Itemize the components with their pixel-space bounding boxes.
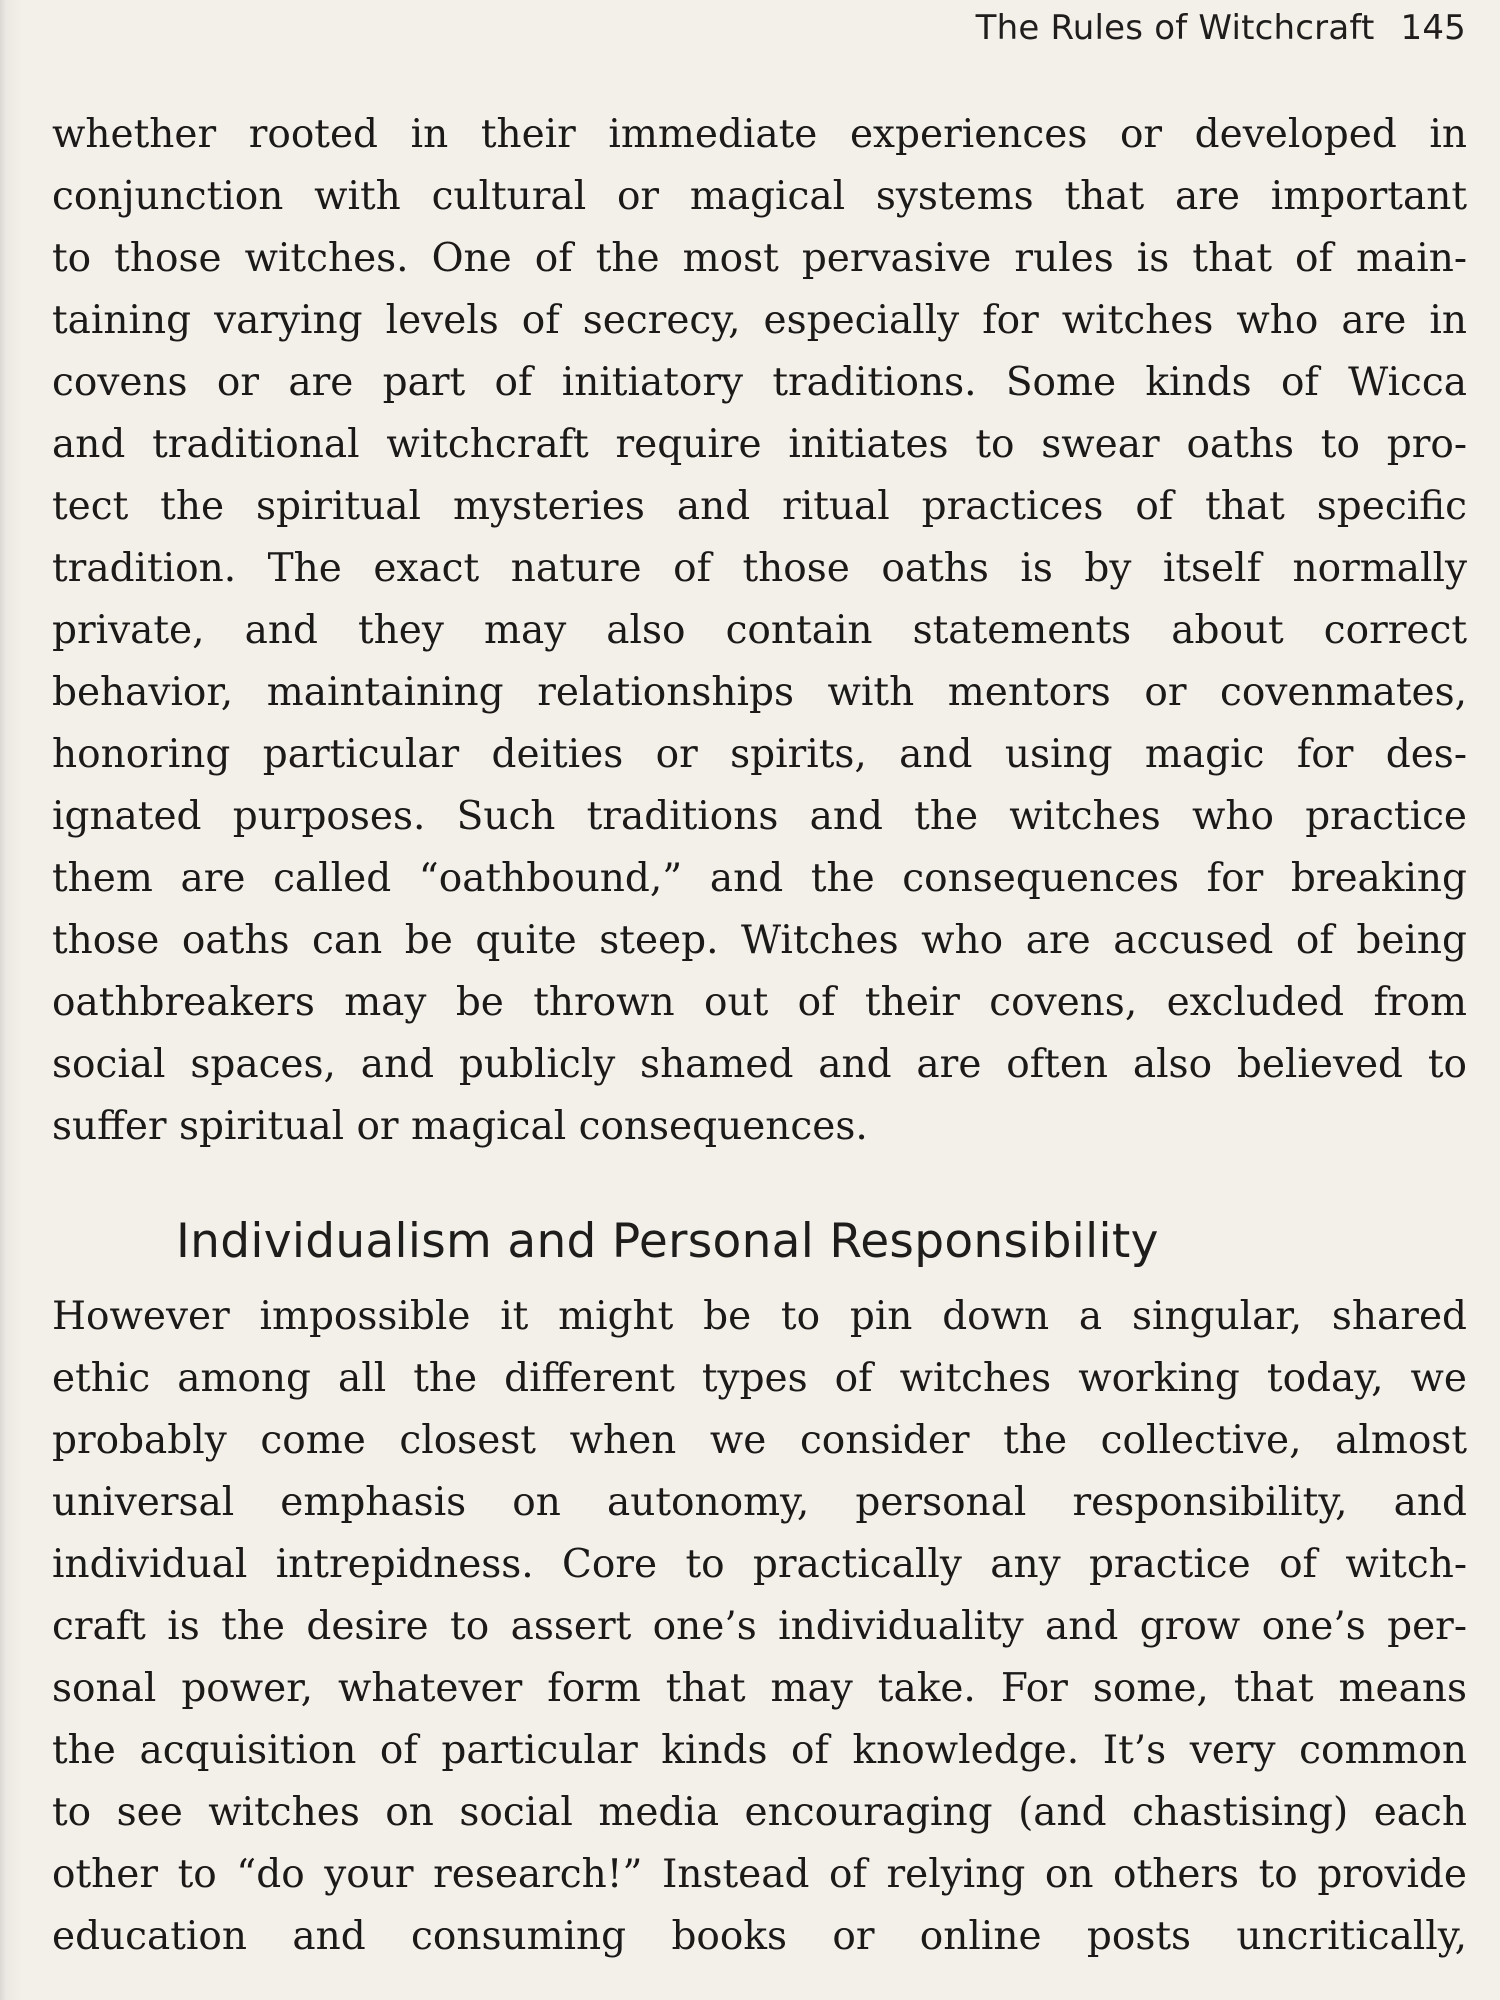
text-line: universal emphasis on autonomy, personal responsibility, and xyxy=(52,1480,1467,1525)
text-line: and traditional witchcraft require initiates to swear oaths to pro- xyxy=(52,422,1467,467)
text-line: education and consuming books or online posts uncritically, xyxy=(52,1914,1467,1959)
text-line: conjunction with cultural or magical systems that are important xyxy=(52,174,1467,219)
text-line: covens or are part of initiatory traditions. Some kinds of Wicca xyxy=(52,360,1467,405)
text-line: tect the spiritual mysteries and ritual practices of that specific xyxy=(52,484,1467,529)
text-line: whether rooted in their immediate experiences or developed in xyxy=(52,112,1467,157)
text-line: private, and they may also contain statements about correct xyxy=(52,608,1467,653)
text-line: them are called “oathbound,” and the consequences for breaking xyxy=(52,856,1467,901)
text-line: sonal power, whatever form that may take. For some, that means xyxy=(52,1666,1467,1711)
text-line: probably come closest when we consider the collective, almost xyxy=(52,1418,1467,1463)
text-line: social spaces, and publicly shamed and are often also believed to xyxy=(52,1042,1467,1087)
text-line: tradition. The exact nature of those oaths is by itself normally xyxy=(52,546,1467,591)
text-line: ignated purposes. Such traditions and the witches who practice xyxy=(52,794,1467,839)
text-line: those oaths can be quite steep. Witches who are accused of being xyxy=(52,918,1467,963)
section-heading: Individualism and Personal Responsibility xyxy=(176,1214,1159,1269)
text-line: behavior, maintaining relationships with mentors or covenmates, xyxy=(52,670,1467,715)
text-line: to those witches. One of the most pervasive rules is that of main- xyxy=(52,236,1467,281)
text-line: other to “do your research!” Instead of relying on others to provide xyxy=(52,1852,1467,1897)
running-head xyxy=(976,8,1466,48)
text-line: taining varying levels of secrecy, especially for witches who are in xyxy=(52,298,1467,343)
text-line: However impossible it might be to pin down a singular, shared xyxy=(52,1294,1467,1339)
running-head-title: The Rules of Witchcraft xyxy=(975,8,1375,48)
text-line: individual intrepidness. Core to practically any practice of witch- xyxy=(52,1542,1467,1587)
text-line: suffer spiritual or magical consequences. xyxy=(52,1104,868,1149)
text-line: the acquisition of particular kinds of knowledge. It’s very common xyxy=(52,1728,1467,1773)
page-number: 145 xyxy=(1400,8,1466,48)
text-line: honoring particular deities or spirits, and using magic for des- xyxy=(52,732,1467,777)
text-line: ethic among all the different types of witches working today, we xyxy=(52,1356,1467,1401)
text-line: oathbreakers may be thrown out of their covens, excluded from xyxy=(52,980,1467,1025)
text-line: craft is the desire to assert one’s individuality and grow one’s per- xyxy=(52,1604,1467,1649)
text-line: to see witches on social media encouraging (and chastising) each xyxy=(52,1790,1467,1835)
